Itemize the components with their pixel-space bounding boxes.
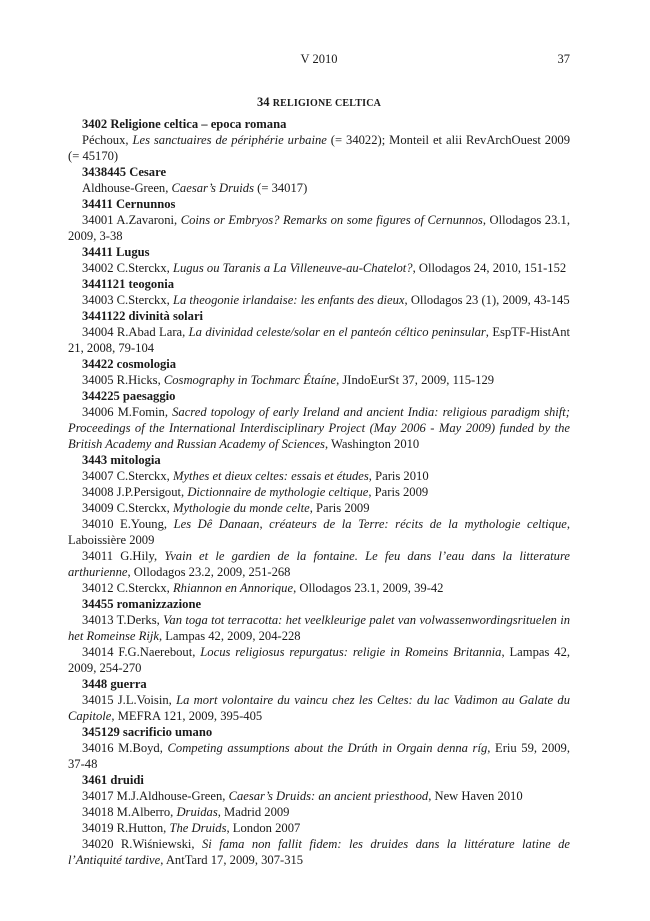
bibliography-entry — [68, 468, 570, 484]
entry-publication: , Laboissière 2009 — [68, 517, 571, 547]
entry-publication: , New Haven 2010 — [428, 789, 523, 803]
running-title: V 2010 — [300, 52, 338, 66]
entry-author: 34017 M.J.Aldhouse-Green, — [82, 789, 229, 803]
bibliography-entry — [68, 580, 570, 596]
subsection-heading: 34422 cosmologia — [82, 357, 177, 371]
entry-publication: , AntTard 17, 2009, 307-315 — [160, 853, 304, 867]
bibliography-entry — [68, 132, 570, 164]
entry-title: Sacred topology of early Ireland and ancient India: religious paradigm shift; Proceedings of the International Interdisciplinary Project (May 2006 - May 2009) funded by the British Academy and Russian Academy of Sciences — [68, 405, 570, 451]
entry-author: 34007 C.Sterckx, — [82, 469, 173, 483]
entry-title: Si fama non fallit fidem: les druides dans la littérature latine de l’Antiquité tardive — [68, 837, 571, 867]
subsection-heading: 344225 paesaggio — [82, 389, 176, 403]
entry-author: 34004 R.Abad Lara, — [82, 325, 189, 339]
subsection-heading: 345129 sacrificio umano — [82, 725, 213, 739]
entry-publication: , Eriu 59, 2009, 37-48 — [68, 741, 570, 771]
subsection-heading: 3443 mitologia — [82, 453, 161, 467]
entry-publication: , MEFRA 121, 2009, 395-405 — [111, 709, 263, 723]
subsection-heading: 3402 Religione celtica – epoca romana — [82, 117, 287, 131]
entry-publication: (= 34017) — [254, 181, 308, 195]
bibliography-entry — [68, 516, 570, 548]
entry-publication: , Paris 2009 — [368, 485, 429, 499]
subsection-heading: 3461 druidi — [82, 773, 144, 787]
section-title: RELIGIONE CELTICA — [272, 98, 382, 109]
entry-author: 34005 R.Hicks, — [82, 373, 164, 387]
bibliography-entry — [68, 788, 570, 804]
entry-title: Rhiannon en Annorique — [172, 581, 294, 595]
entry-publication: , Madrid 2009 — [217, 805, 290, 819]
bibliography-entry — [68, 500, 570, 516]
subsection-heading: 34411 Lugus — [82, 245, 150, 259]
entry-author: Aldhouse-Green, — [82, 181, 172, 195]
subsection-heading: 34411 Cernunnos — [82, 197, 176, 211]
bibliography-entry — [68, 820, 570, 836]
bibliography-entry — [68, 644, 570, 676]
entry-author: 34002 C.Sterckx, — [82, 261, 173, 275]
bibliography-entry — [68, 292, 570, 308]
entry-title: La divinidad celeste/solar en el panteón céltico peninsular — [188, 325, 486, 339]
bibliography-body — [68, 94, 570, 868]
entry-author: 34003 C.Sterckx, — [82, 293, 173, 307]
bibliography-entry — [68, 180, 570, 196]
entry-author: 34011 G.Hily, — [82, 549, 165, 563]
entry-author: 34010 E.Young, — [82, 517, 174, 531]
entry-title: Druidas — [176, 805, 218, 819]
entry-title: Van toga tot terracotta: het veelkleurige palet van volwassenwordingsrituelen in het Romeinse Rijk — [68, 613, 570, 643]
bibliography-entry — [68, 372, 570, 388]
bibliography-entry — [68, 836, 570, 868]
entry-author: 34008 J.P.Persigout, — [82, 485, 188, 499]
entry-publication: , Paris 2009 — [309, 501, 370, 515]
entry-title: Coins or Embryos? Remarks on some figures of Cernunnos — [180, 213, 483, 227]
section-heading — [68, 94, 570, 112]
entry-title: Competing assumptions about the Drúth in Orgain denna ríg — [167, 741, 488, 755]
entry-publication: , Ollodagos 23 (1), 2009, 43-145 — [404, 293, 570, 307]
bibliography-entry — [68, 484, 570, 500]
entry-title: Caesar’s Druids — [171, 181, 254, 195]
entry-publication: , Lampas 42, 2009, 204-228 — [158, 629, 301, 643]
page-number: 37 — [557, 52, 570, 66]
entry-title: Mythes et dieux celtes: essais et études — [172, 469, 369, 483]
entry-title: La mort volontaire du vaincu chez les Celtes: du lac Vadimon au Galate du Capitole — [68, 693, 570, 723]
entry-author: 34012 C.Sterckx, — [82, 581, 173, 595]
entry-title: Yvain et le gardien de la fontaine. Le feu dans l’eau dans la litterature arthurienne — [68, 549, 570, 579]
entry-author: 34009 C.Sterckx, — [82, 501, 173, 515]
entry-author: 34018 M.Alberro, — [82, 805, 177, 819]
entry-publication: , JIndoEurSt 37, 2009, 115-129 — [336, 373, 495, 387]
bibliography-entry — [68, 804, 570, 820]
entry-author: 34016 M.Boyd, — [82, 741, 168, 755]
entry-publication: , Lampas 42, 2009, 254-270 — [68, 645, 571, 675]
entry-title: Les Dê Danaan, créateurs de la Terre: récits de la mythologie celtique — [173, 517, 567, 531]
bibliography-entry — [68, 740, 570, 772]
entry-author: 34015 J.L.Voisin, — [82, 693, 177, 707]
subsection-heading: 3448 guerra — [82, 677, 147, 691]
bibliography-entry — [68, 612, 570, 644]
entry-title: Lugus ou Taranis a La Villeneuve-au-Chatelot? — [172, 261, 413, 275]
bibliography-entry — [68, 692, 570, 724]
entry-publication: , Paris 2010 — [368, 469, 429, 483]
entry-title: Mythologie du monde celte — [172, 501, 310, 515]
entry-publication: , EspTF-HistAnt 21, 2008, 79-104 — [68, 325, 570, 355]
subsection-heading: 34455 romanizzazione — [82, 597, 202, 611]
entry-title: Cosmography in Tochmarc Étaíne — [163, 373, 337, 387]
entry-title: La theogonie irlandaise: les enfants des dieux — [172, 293, 405, 307]
entry-author: 34019 R.Hutton, — [82, 821, 170, 835]
entry-publication: , Ollodagos 23.1, 2009, 39-42 — [293, 581, 444, 595]
entry-publication: (= 34022); Monteil et alii RevArchOuest 2009 (= 45170) — [68, 133, 570, 163]
entry-author: 34014 F.G.Naerebout, — [82, 645, 201, 659]
entry-author: 34013 T.Derks, — [82, 613, 164, 627]
entry-publication: , Ollodagos 23.2, 2009, 251-268 — [127, 565, 291, 579]
section-number: 34 — [256, 95, 270, 109]
entry-title: Caesar’s Druids: an ancient priesthood — [228, 789, 429, 803]
entry-publication: , Ollodagos 24, 2010, 151-152 — [412, 261, 567, 275]
bibliography-entry — [68, 260, 570, 276]
entry-blocks — [68, 116, 570, 868]
entry-author: 34006 M.Fomin, — [82, 405, 173, 419]
entry-publication: , London 2007 — [226, 821, 301, 835]
subsection-heading: 3441122 divinità solari — [82, 309, 204, 323]
bibliography-entry — [68, 404, 570, 452]
entry-publication: , Washington 2010 — [324, 437, 420, 451]
entry-publication: , Ollodagos 23.1, 2009, 3-38 — [68, 213, 570, 243]
entry-title: Locus religiosus repurgatus: religie in Romeins Britannia — [200, 645, 502, 659]
bibliography-entry — [68, 324, 570, 356]
entry-title: Dictionnaire de mythologie celtique — [187, 485, 369, 499]
running-head — [68, 52, 570, 68]
entry-author: 34001 A.Zavaroni, — [82, 213, 181, 227]
bibliography-entry — [68, 548, 570, 580]
subsection-heading: 3441121 teogonia — [82, 277, 175, 291]
subsection-heading: 3438445 Cesare — [82, 165, 167, 179]
entry-author: 34020 R.Wiśniewski, — [82, 837, 202, 851]
entry-title: Les sanctuaires de périphérie urbaine — [132, 133, 327, 147]
entry-title: The Druids — [169, 821, 227, 835]
entry-author: Péchoux, — [82, 133, 133, 147]
bibliography-entry — [68, 212, 570, 244]
